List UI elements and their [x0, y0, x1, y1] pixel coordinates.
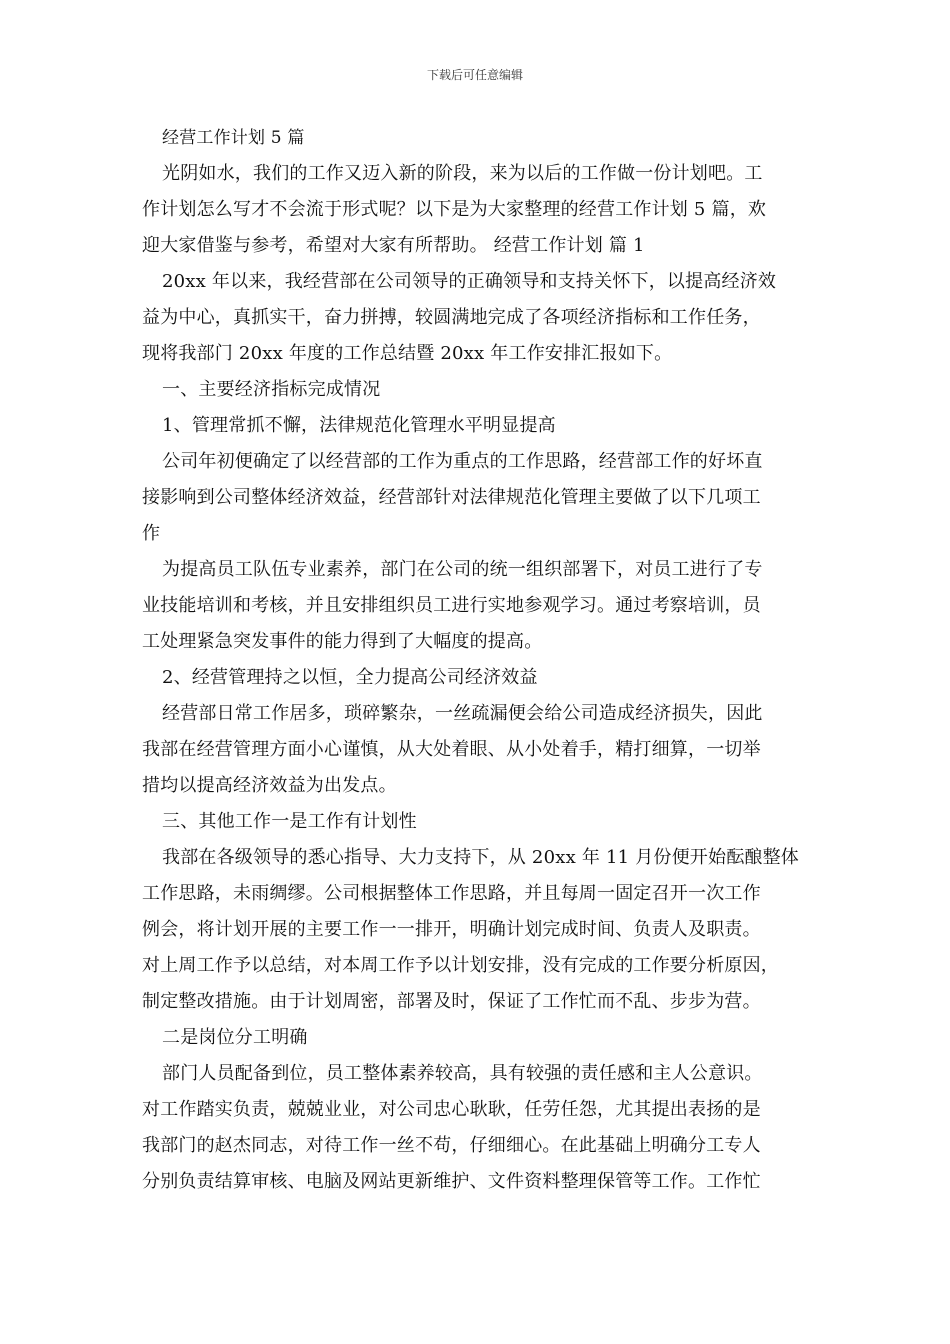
- text-line: 我部门的赵杰同志，对待工作一丝不苟，仔细细心。在此基础上明确分工专人: [142, 1135, 761, 1156]
- document-body: [142, 120, 822, 1200]
- text-line: 作: [142, 523, 161, 544]
- text-line: 分别负责结算审核、电脑及网站更新维护、文件资料整理保管等工作。工作忙: [142, 1171, 761, 1192]
- text-line: 制定整改措施。由于计划周密，部署及时，保证了工作忙而不乱、步步为营。: [142, 991, 761, 1012]
- text-line: 益为中心，真抓实干，奋力拼搏，较圆满地完成了各项经济指标和工作任务，: [142, 307, 761, 328]
- text-line: 我部在各级领导的悉心指导、大力支持下，从 20xx 年 11 月份便开始酝酿整体: [162, 847, 799, 868]
- text-line: 为提高员工队伍专业素养，部门在公司的统一组织部署下，对员工进行了专: [162, 559, 763, 580]
- text-line: 接影响到公司整体经济效益，经营部针对法律规范化管理主要做了以下几项工: [142, 487, 761, 508]
- text-line: 现将我部门 20xx 年度的工作总结暨 20xx 年工作安排汇报如下。: [142, 343, 673, 364]
- text-line: 作计划怎么写才不会流于形式呢？以下是为大家整理的经营工作计划 5 篇，欢: [142, 199, 767, 220]
- text-line: 对工作踏实负责，兢兢业业，对公司忠心耿耿，任劳任怨，尤其提出表扬的是: [142, 1099, 761, 1120]
- text-line: 例会，将计划开展的主要工作一一排开，明确计划完成时间、负责人及职责。: [142, 919, 761, 940]
- text-line: 工作思路，未雨绸缪。公司根据整体工作思路，并且每周一固定召开一次工作: [142, 883, 761, 904]
- text-line: 公司年初便确定了以经营部的工作为重点的工作思路，经营部工作的好坏直: [162, 451, 763, 472]
- text-line: 部门人员配备到位，员工整体素养较高，具有较强的责任感和主人公意识。: [162, 1063, 763, 1084]
- header-note: 下载后可任意编辑: [426, 68, 523, 82]
- paragraph-lines: [142, 156, 822, 1200]
- text-line: 三、其他工作一是工作有计划性: [162, 811, 417, 832]
- text-line: 工处理紧急突发事件的能力得到了大幅度的提高。: [142, 631, 543, 652]
- text-line: 20xx 年以来，我经营部在公司领导的正确领导和支持关怀下，以提高经济效: [162, 271, 777, 292]
- text-line: 二是岗位分工明确: [162, 1027, 308, 1048]
- text-line: 迎大家借鉴与参考，希望对大家有所帮助。 经营工作计划 篇 1: [142, 235, 645, 256]
- text-line: 业技能培训和考核，并且安排组织员工进行实地参观学习。通过考察培训，员: [142, 595, 761, 616]
- text-line: 一、主要经济指标完成情况: [162, 379, 381, 400]
- text-line: 措均以提高经济效益为出发点。: [142, 775, 397, 796]
- text-line: 经营部日常工作居多，琐碎繁杂，一丝疏漏便会给公司造成经济损失，因此: [162, 703, 763, 724]
- text-line: 2、经营管理持之以恒，全力提高公司经济效益: [162, 667, 538, 688]
- text-line: 光阴如水，我们的工作又迈入新的阶段，来为以后的工作做一份计划吧。工: [162, 163, 763, 184]
- document-title: 经营工作计划 5 篇: [162, 128, 305, 148]
- text-line: 对上周工作予以总结，对本周工作予以计划安排，没有完成的工作要分析原因，: [142, 955, 779, 976]
- text-line: 我部在经营管理方面小心谨慎，从大处着眼、从小处着手，精打细算，一切举: [142, 739, 761, 760]
- text-line: 1、管理常抓不懈，法律规范化管理水平明显提高: [162, 415, 556, 436]
